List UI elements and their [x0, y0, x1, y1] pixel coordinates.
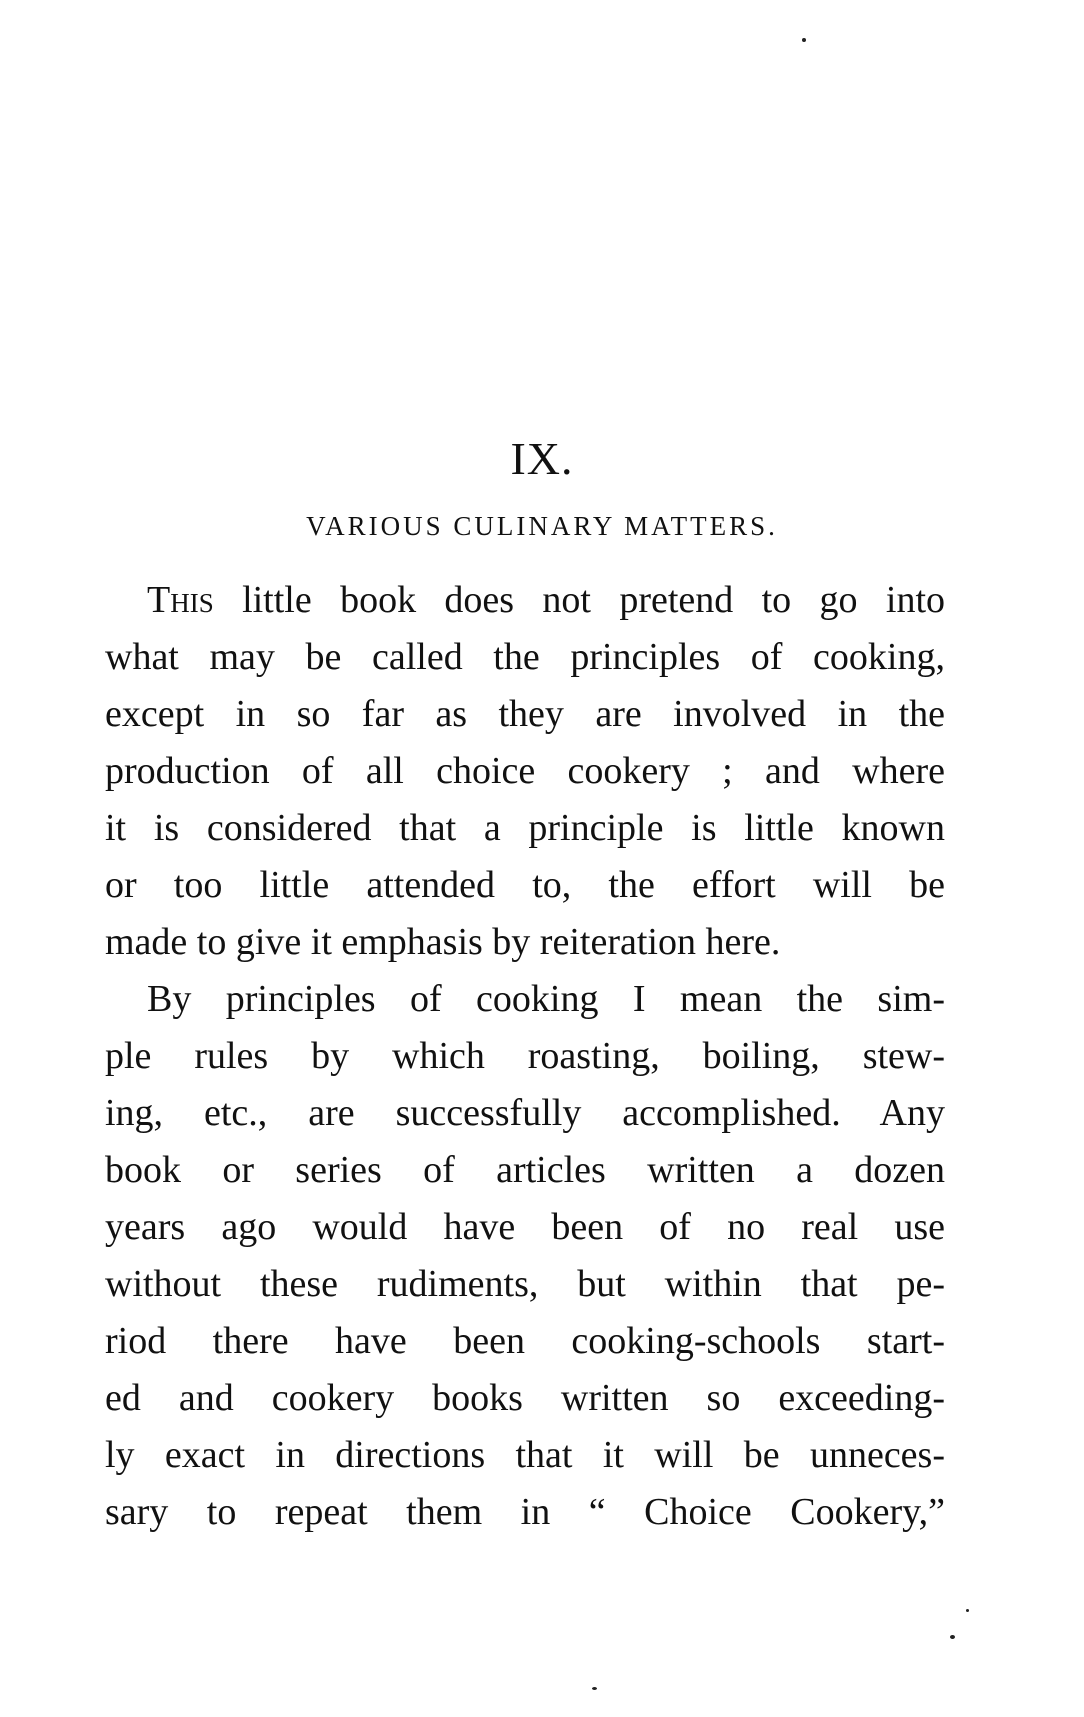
text-line: production of all choice cookery ; and where: [105, 750, 945, 792]
paragraph-lead-word: This: [147, 579, 214, 621]
chapter-title: VARIOUS CULINARY MATTERS.: [306, 511, 778, 541]
text-line: or too little attended to, the effort will be: [105, 864, 945, 906]
text-line: ed and cookery books written so exceeding-: [105, 1377, 945, 1419]
text-line: without these rudiments, but within that pe-: [105, 1263, 945, 1305]
text-line: book or series of articles written a dozen: [105, 1149, 945, 1191]
print-speck: [802, 38, 806, 42]
body-text: [105, 572, 945, 1541]
text-line: made to give it emphasis by reiteration here.: [105, 921, 781, 963]
text-line: [105, 572, 945, 629]
text-line: years ago would have been of no real use: [105, 1206, 945, 1248]
text-line: except in so far as they are involved in the: [105, 693, 945, 735]
text-line: ing, etc., are successfully accomplished. Any: [105, 1092, 945, 1134]
print-speck: [966, 1609, 969, 1612]
text-line: it is considered that a principle is little known: [105, 807, 945, 849]
print-speck: [592, 1687, 597, 1690]
print-speck: [950, 1635, 955, 1639]
text-line: ple rules by which roasting, boiling, stew-: [105, 1035, 945, 1077]
paragraph-1: [105, 572, 945, 971]
text-line: By principles of cooking I mean the sim-: [147, 978, 945, 1020]
text-line: what may be called the principles of cooking,: [105, 636, 945, 678]
text-line: riod there have been cooking-schools start-: [105, 1320, 945, 1362]
paragraph-2: [105, 971, 945, 1541]
chapter-number: IX.: [510, 433, 574, 484]
text-line: ly exact in directions that it will be unneces-: [105, 1434, 945, 1476]
text-line: sary to repeat them in “ Choice Cookery,”: [105, 1491, 945, 1533]
text-line-content: little book does not pretend to go into: [213, 579, 945, 621]
